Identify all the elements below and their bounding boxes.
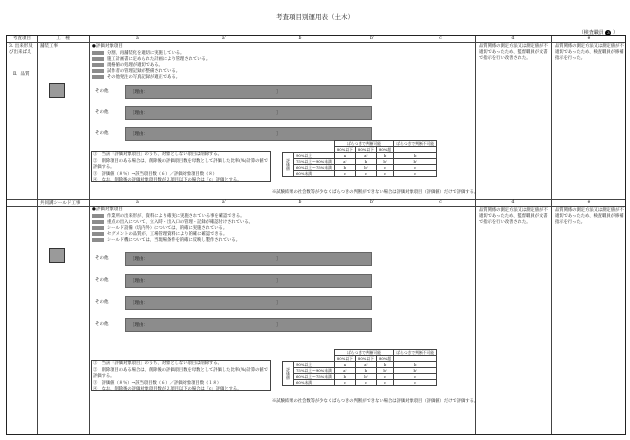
section2-criterion: シールド機については、当現場条件を的確に反映し製作されている。 — [92, 237, 240, 243]
section1-work: 舗装工事 — [40, 44, 58, 49]
other-reason-field[interactable]: ［理由： ］ — [125, 318, 372, 332]
header2-a-prime: a' — [222, 200, 226, 205]
criterion-checkbox[interactable] — [92, 51, 104, 56]
section2-criterion: セグメントの品質が、工場管理資料により的確に確認できる。 — [92, 231, 227, 237]
header-c: c — [439, 36, 442, 41]
criterion-checkbox[interactable] — [92, 232, 104, 237]
section2-criterion: 重点の出入について、立入時・出入口の管理・記録が確認付けされている。 — [92, 219, 253, 225]
header-e: e — [587, 36, 591, 41]
header-a: a — [136, 36, 139, 41]
header-a-prime: a' — [222, 36, 226, 41]
criterion-checkbox[interactable] — [92, 69, 104, 74]
other-reason-field[interactable]: ［理由： ］ — [125, 296, 372, 310]
other-reason-field[interactable]: ［理由： ］ — [125, 274, 372, 288]
page-title: 考査項目別運用表（土木） — [276, 13, 354, 21]
item-label: 3. 出来形及び出来ばえ — [9, 44, 33, 55]
section2-e-note: 品質関係の測定方法又は測定値が不適切であったため、検査職員が修補指示を行った。 — [555, 208, 624, 225]
criterion-checkbox[interactable] — [92, 238, 104, 243]
section2-eval-footer: ※試験結果の社会数等が少なくばらつきの判断ができない場合は評価対象項目（評価値）だけで評価する。 — [272, 399, 479, 404]
other-label: その他 — [95, 322, 109, 327]
criterion-checkbox[interactable] — [92, 214, 104, 219]
section1-heading: ●評価対象項目 — [92, 44, 123, 49]
section1-criterion: 分割、再舗装化を適切に実施している。 — [92, 50, 184, 56]
header-work: 工 種 — [56, 36, 70, 41]
section2-criterion: シールド設備（坑内外）については、的確に実施されている。 — [92, 225, 227, 231]
item-sub-label: Ⅱ．品質 — [13, 72, 30, 77]
criterion-checkbox[interactable] — [92, 75, 104, 80]
other-reason-field[interactable]: ［理由： ］ — [125, 106, 372, 120]
criterion-checkbox[interactable] — [92, 226, 104, 231]
section2-checkbox[interactable] — [49, 248, 65, 263]
header-b-prime: b' — [369, 36, 375, 41]
header-item: 考査項目 — [13, 36, 31, 41]
inspector-label: （検査職員 3 ） — [578, 29, 618, 36]
section1-e-note: 品質関係の測定方法又は測定値が不適切であったため、検査職員が修補指示を行った。 — [555, 44, 624, 61]
other-label: その他 — [95, 131, 109, 136]
section2-notes: ① 当該「評価対象項目」のうち、対象としない項目は削除する。 ② 削除項目のある場合は、削除後の評価項目数を母数として評価した比率(%)計算の値で評価する。 ③ 評価値（８％）→該当項目数（６）／評価対象項目数（１８） ④ なお、削除後の評価対象項目数が２項目以下の場合は「c」評価とする。 — [93, 361, 269, 392]
header-b: b — [298, 36, 302, 41]
section1-checkbox[interactable] — [49, 83, 65, 98]
section1-criterion: 試作者の管理記録が整備されている。 — [92, 68, 180, 74]
inspector-number: 3 — [607, 29, 610, 35]
header2-b-prime: b' — [369, 200, 375, 205]
other-reason-field[interactable]: ［理由： ］ — [125, 127, 372, 141]
evaluation-table-frame — [6, 35, 626, 435]
criterion-checkbox[interactable] — [92, 220, 104, 225]
section1-eval-table: ばらつきで判断可能 ばらつきで判断不可能 80%以下 80%以下 80%超 評価値 90%以上 a a' b b 75%以上～90%未満 a' b b' b' 60%以上～75%未満 b b' c c 60%未満 c c c c — [282, 140, 437, 177]
header2-e: e — [587, 200, 591, 205]
section1-criterion: 規格値の処理が適切である。 — [92, 62, 163, 68]
criterion-checkbox[interactable] — [92, 63, 104, 68]
other-label: その他 — [95, 256, 109, 261]
other-reason-field[interactable]: ［理由： ］ — [125, 252, 372, 266]
other-label: その他 — [95, 89, 109, 94]
section2-criterion: 作業所の出来形が、資料により確実に実施されている事を確認できる。 — [92, 213, 245, 219]
section2-eval-table: ばらつきで判断可能 ばらつきで判断不可能 80%以下 80%以下 80%超 評価値 90%以上 a a' b b 75%以上～90%未満 a' b b' b' 60%以上～75%未満 b b' c c 60%未満 c c c c — [282, 349, 437, 386]
section1-criterion: 施工計画書に定められた計画により管理されている。 — [92, 56, 210, 62]
header2-b: b — [298, 200, 302, 205]
section1-notes: ① 当該「評価対象項目」のうち、対象としない項目は削除する。 ② 削除項目のある場合は、削除後の評価項目数を母数として評価した比率(%)計算の値で評価する。 ③ 評価値（８％）→該当項目数（６）／評価対象項目数（８） ④ なお、削除後の評価対象項目数が２項目以下の場合は「c」評価とする。 — [93, 152, 269, 183]
section1-eval-footer: ※試験結果の社会数等が少なくばらつきの判断ができない場合は評価対象項目（評価値）だけで評価する。 — [272, 190, 479, 195]
other-label: その他 — [95, 300, 109, 305]
header2-a: a — [136, 200, 139, 205]
header2-d: d — [511, 200, 515, 205]
other-reason-field[interactable]: ［理由： ］ — [125, 85, 372, 99]
other-label: その他 — [95, 110, 109, 115]
section1-d-note: 品質関係の測定方法又は測定値が不適切であったため、監督職員が文書で指示を行い改善された。 — [479, 44, 548, 61]
section1-criterion: その他発注の写真記録が適正である。 — [92, 74, 180, 80]
section2-work: 共同溝シールド工事 — [40, 201, 81, 206]
section2-d-note: 品質関係の測定方法又は測定値が不適切であったため、監督職員が文書で指示を行い改善された。 — [479, 208, 548, 225]
criterion-checkbox[interactable] — [92, 57, 104, 62]
header2-c: c — [439, 200, 442, 205]
header-d: d — [511, 36, 515, 41]
section2-heading: ●評価対象項目 — [92, 207, 123, 212]
other-label: その他 — [95, 278, 109, 283]
